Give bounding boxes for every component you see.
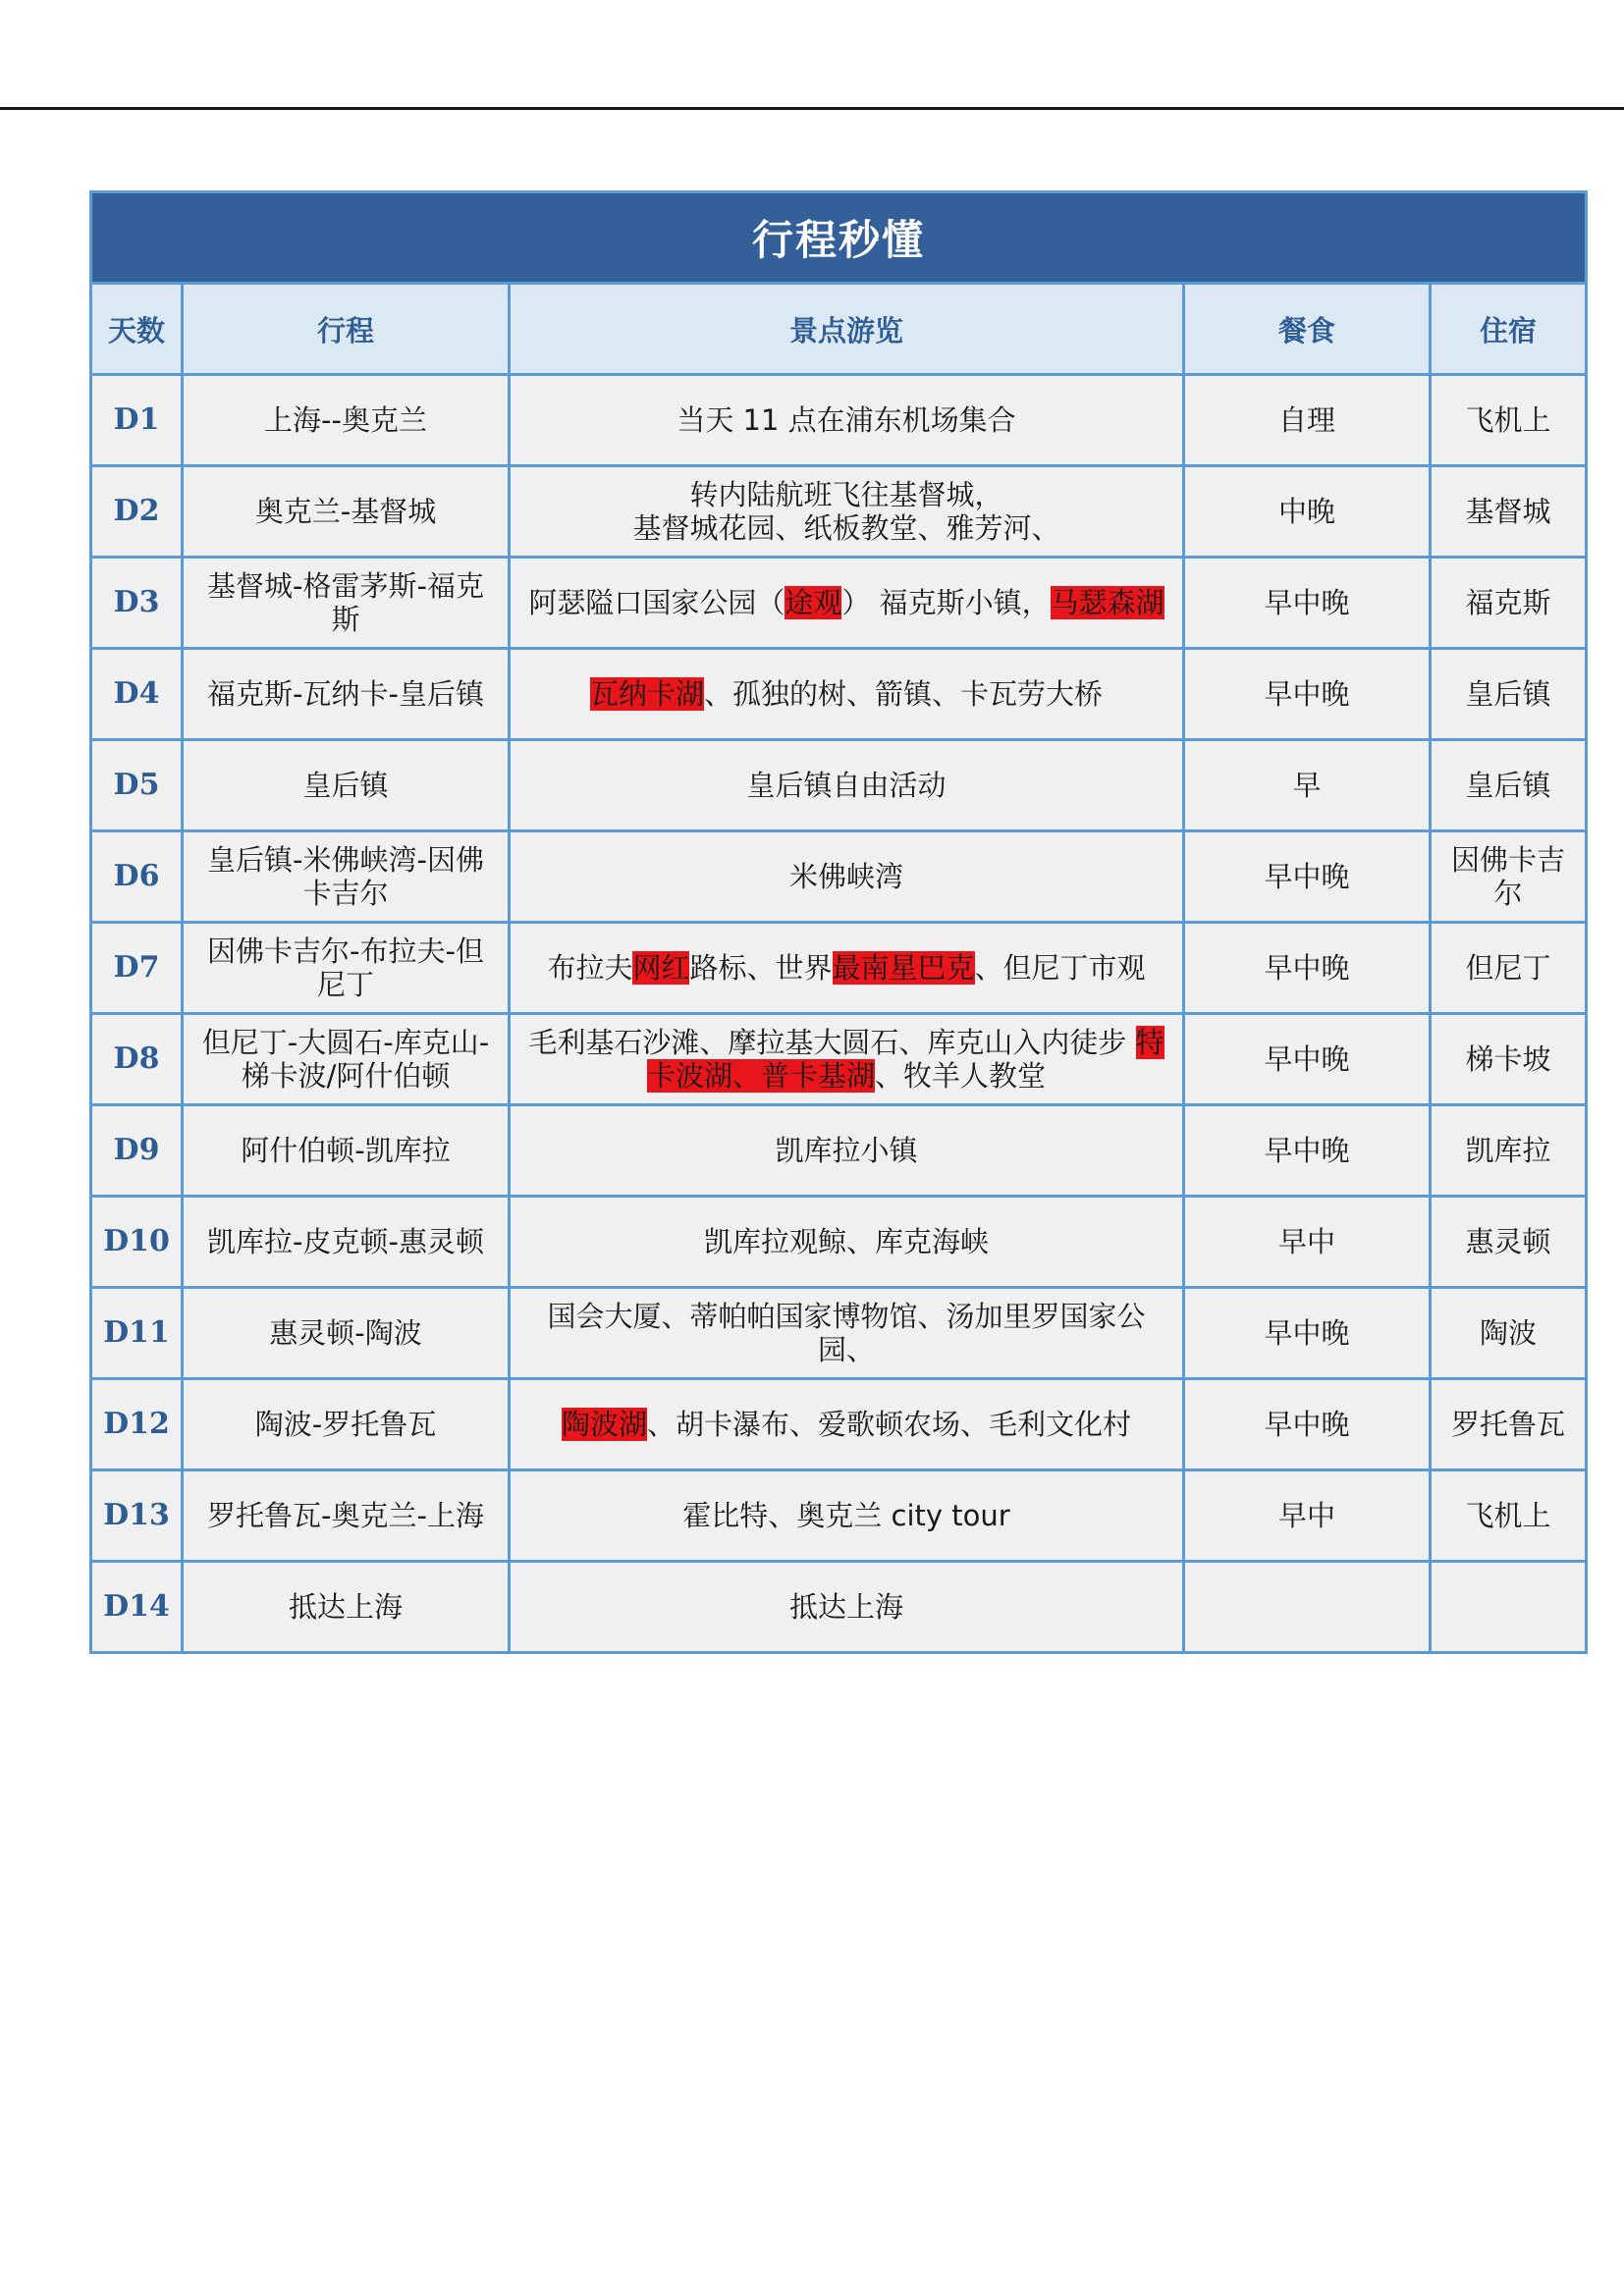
sight-text: 皇后镇自由活动 xyxy=(746,769,947,802)
header-rule xyxy=(0,107,1624,110)
day-cell: D14 xyxy=(91,1562,183,1653)
sights-cell xyxy=(510,375,1184,466)
hotel-cell: 惠灵顿 xyxy=(1431,1197,1587,1288)
sights-cell xyxy=(510,1014,1184,1105)
hotel-cell: 基督城 xyxy=(1431,466,1587,558)
sights-cell xyxy=(510,1379,1184,1470)
table-row xyxy=(91,1014,1587,1105)
meals-cell: 早 xyxy=(1184,740,1431,831)
sight-text: 、牧羊人教堂 xyxy=(875,1059,1047,1093)
sight-text: 凯库拉小镇 xyxy=(775,1134,918,1167)
hotel-cell: 陶波 xyxy=(1431,1288,1587,1379)
route-cell: 凯库拉-皮克顿-惠灵顿 xyxy=(183,1197,510,1288)
highlighted-sight: 网红 xyxy=(632,951,690,985)
meals-cell: 早中晚 xyxy=(1184,1105,1431,1197)
route-cell: 皇后镇-米佛峡湾-因佛卡吉尔 xyxy=(183,831,510,923)
day-cell: D2 xyxy=(91,466,183,558)
sight-text: 基督城花园、纸板教堂、雅芳河、 xyxy=(632,511,1060,545)
sights-cell xyxy=(510,923,1184,1014)
highlighted-sight: 特卡波湖、普卡基湖 xyxy=(646,1026,1164,1093)
meals-cell: 早中晚 xyxy=(1184,1379,1431,1470)
day-cell: D9 xyxy=(91,1105,183,1197)
meals-cell: 中晚 xyxy=(1184,466,1431,558)
highlighted-sight: 途观 xyxy=(785,586,842,619)
table-row xyxy=(91,1288,1587,1379)
meals-cell: 早中 xyxy=(1184,1197,1431,1288)
hotel-cell: 因佛卡吉尔 xyxy=(1431,831,1587,923)
sight-text: 布拉夫 xyxy=(547,951,633,985)
sight-text: 米佛峡湾 xyxy=(788,860,903,893)
hotel-cell: 皇后镇 xyxy=(1431,649,1587,740)
meals-cell: 早中晚 xyxy=(1184,923,1431,1014)
table-row xyxy=(91,740,1587,831)
sight-text: 转内陆航班飞往基督城， xyxy=(689,478,1003,511)
sight-text: 抵达上海 xyxy=(788,1590,903,1624)
hotel-cell: 飞机上 xyxy=(1431,1470,1587,1562)
table-title-row xyxy=(91,192,1587,284)
route-cell: 惠灵顿-陶波 xyxy=(183,1288,510,1379)
sight-text: 国会大厦、蒂帕帕国家博物馆、汤加里罗国家公园、 xyxy=(547,1300,1146,1366)
route-cell: 福克斯-瓦纳卡-皇后镇 xyxy=(183,649,510,740)
highlighted-sight: 瓦纳卡湖 xyxy=(589,677,704,711)
sight-text: 、但尼丁市观 xyxy=(974,951,1146,985)
itinerary-table xyxy=(89,190,1588,1654)
table-row xyxy=(91,558,1587,649)
sight-text: 路标、世界 xyxy=(689,951,833,985)
hotel-cell: 罗托鲁瓦 xyxy=(1431,1379,1587,1470)
header-meals: 餐食 xyxy=(1184,284,1431,375)
hotel-cell xyxy=(1431,1562,1587,1653)
hotel-cell: 但尼丁 xyxy=(1431,923,1587,1014)
day-cell: D1 xyxy=(91,375,183,466)
meals-cell xyxy=(1184,1562,1431,1653)
route-cell: 罗托鲁瓦-奥克兰-上海 xyxy=(183,1470,510,1562)
sight-text: 毛利基石沙滩、摩拉基大圆石、库克山入内徒步 xyxy=(528,1026,1136,1059)
table-row xyxy=(91,1197,1587,1288)
sights-cell xyxy=(510,740,1184,831)
table-body xyxy=(91,375,1587,1653)
route-cell: 上海--奥克兰 xyxy=(183,375,510,466)
table-row xyxy=(91,1562,1587,1653)
sight-text: 、孤独的树、箭镇、卡瓦劳大桥 xyxy=(704,677,1104,711)
sight-text: 、胡卡瀑布、爱歌顿农场、毛利文化村 xyxy=(647,1408,1132,1441)
meals-cell: 早中晚 xyxy=(1184,831,1431,923)
table-row xyxy=(91,1470,1587,1562)
day-cell: D5 xyxy=(91,740,183,831)
hotel-cell: 梯卡坡 xyxy=(1431,1014,1587,1105)
hotel-cell: 飞机上 xyxy=(1431,375,1587,466)
sight-text: 凯库拉观鲸、库克海峡 xyxy=(703,1225,989,1258)
header-day: 天数 xyxy=(91,284,183,375)
route-cell: 皇后镇 xyxy=(183,740,510,831)
meals-cell: 早中晚 xyxy=(1184,649,1431,740)
meals-cell: 早中 xyxy=(1184,1470,1431,1562)
highlighted-sight: 陶波湖 xyxy=(561,1408,647,1441)
header-sights: 景点游览 xyxy=(510,284,1184,375)
highlighted-sight: 最南星巴克 xyxy=(832,951,975,985)
table-row xyxy=(91,1379,1587,1470)
meals-cell: 自理 xyxy=(1184,375,1431,466)
meals-cell: 早中晚 xyxy=(1184,1014,1431,1105)
hotel-cell: 皇后镇 xyxy=(1431,740,1587,831)
hotel-cell: 福克斯 xyxy=(1431,558,1587,649)
sight-text: 阿瑟隘口国家公园（ xyxy=(528,586,785,619)
sight-text: 当天 11 点在浦东机场集合 xyxy=(677,403,1016,437)
header-route: 行程 xyxy=(183,284,510,375)
route-cell: 奥克兰-基督城 xyxy=(183,466,510,558)
sights-cell xyxy=(510,649,1184,740)
table-row xyxy=(91,831,1587,923)
sights-cell xyxy=(510,1105,1184,1197)
day-cell: D11 xyxy=(91,1288,183,1379)
route-cell: 陶波-罗托鲁瓦 xyxy=(183,1379,510,1470)
sights-cell xyxy=(510,831,1184,923)
day-cell: D6 xyxy=(91,831,183,923)
table-row xyxy=(91,466,1587,558)
highlighted-sight: 马瑟森湖 xyxy=(1050,586,1164,619)
day-cell: D13 xyxy=(91,1470,183,1562)
route-cell: 因佛卡吉尔-布拉夫-但尼丁 xyxy=(183,923,510,1014)
table-row xyxy=(91,923,1587,1014)
header-hotel: 住宿 xyxy=(1431,284,1587,375)
table-header-row xyxy=(91,284,1587,375)
sights-cell xyxy=(510,558,1184,649)
day-cell: D7 xyxy=(91,923,183,1014)
sights-cell xyxy=(510,466,1184,558)
sights-cell xyxy=(510,1562,1184,1653)
day-cell: D3 xyxy=(91,558,183,649)
sight-text: 霍比特、奥克兰 city tour xyxy=(682,1499,1010,1532)
table-row xyxy=(91,375,1587,466)
day-cell: D4 xyxy=(91,649,183,740)
meals-cell: 早中晚 xyxy=(1184,1288,1431,1379)
day-cell: D12 xyxy=(91,1379,183,1470)
table-row xyxy=(91,1105,1587,1197)
table-title: 行程秒懂 xyxy=(91,192,1587,284)
sights-cell xyxy=(510,1288,1184,1379)
route-cell: 阿什伯顿-凯库拉 xyxy=(183,1105,510,1197)
sights-cell xyxy=(510,1470,1184,1562)
table-row xyxy=(91,649,1587,740)
meals-cell: 早中晚 xyxy=(1184,558,1431,649)
route-cell: 抵达上海 xyxy=(183,1562,510,1653)
day-cell: D8 xyxy=(91,1014,183,1105)
day-cell: D10 xyxy=(91,1197,183,1288)
route-cell: 但尼丁-大圆石-库克山-梯卡波/阿什伯顿 xyxy=(183,1014,510,1105)
route-cell: 基督城-格雷茅斯-福克斯 xyxy=(183,558,510,649)
sights-cell xyxy=(510,1197,1184,1288)
hotel-cell: 凯库拉 xyxy=(1431,1105,1587,1197)
sight-text: ） 福克斯小镇， xyxy=(841,586,1051,619)
